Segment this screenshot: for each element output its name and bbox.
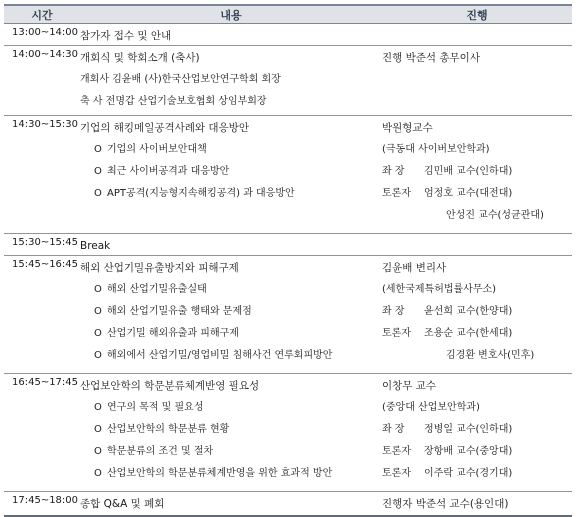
agenda-item-text: 기업의 사이버보안대책 xyxy=(107,144,207,155)
session-title: Break xyxy=(80,240,111,252)
session-content xyxy=(80,234,382,256)
header-time: 시간 xyxy=(4,5,80,24)
agenda-item xyxy=(80,347,382,369)
agenda-item xyxy=(80,303,382,325)
person-name: 박원형교수 xyxy=(382,122,433,134)
role-label: 토론자 xyxy=(382,468,411,479)
agenda-item-text: 해외 산업기밀유출실태 xyxy=(107,284,207,295)
panel-member xyxy=(382,465,572,487)
panel-member xyxy=(382,185,572,207)
person-name: 김경환 변호사(민후) xyxy=(446,350,535,361)
session-content xyxy=(80,374,382,492)
presenter-affiliation xyxy=(382,399,572,421)
role-label: 토론자 xyxy=(382,188,411,199)
header-progress: 진행 xyxy=(382,5,572,24)
presenter xyxy=(382,119,572,141)
session-progress xyxy=(382,46,572,116)
agenda-item xyxy=(80,443,382,465)
schedule-row xyxy=(4,24,572,46)
schedule-row xyxy=(4,374,572,492)
session-progress xyxy=(382,234,572,256)
session-time: 15:30~15:45 xyxy=(4,234,80,256)
person-name: 진행 박준석 총무이사 xyxy=(382,52,480,64)
session-title: 기업의 해킹메일공격사례와 대응방안 xyxy=(80,122,249,134)
agenda-item-text: 연구의 목적 및 필요성 xyxy=(107,402,204,413)
person-name: (중앙대 산업보안학과) xyxy=(382,402,480,413)
person-name: 정병일 교수(인하대) xyxy=(424,424,513,435)
session-time: 16:45~17:45 xyxy=(4,374,80,492)
bullet-marker: O xyxy=(94,284,102,295)
session-detail: 축 사 전명갑 산업기술보호협회 상임부회장 xyxy=(80,96,267,107)
agenda-item-text: 해외 산업기밀유출 행태와 문제점 xyxy=(107,306,252,317)
agenda-item-text: 최근 사이버공격과 대응방안 xyxy=(107,166,230,177)
agenda-item xyxy=(80,421,382,443)
bullet-marker: O xyxy=(94,188,102,199)
session-content xyxy=(80,116,382,234)
schedule-table xyxy=(4,4,572,517)
agenda-item-text: 산업보안학의 학문분류체계반영을 위한 효과적 방안 xyxy=(107,468,333,479)
session-title: 종합 Q&A 및 폐회 xyxy=(80,498,165,510)
agenda-item xyxy=(80,163,382,185)
presenter-affiliation xyxy=(382,207,572,229)
person-name: (극동대 사이버보안학과) xyxy=(382,144,490,155)
schedule-row xyxy=(4,256,572,374)
presenter xyxy=(382,495,572,511)
session-progress xyxy=(382,24,572,46)
session-title: 참가자 접수 및 안내 xyxy=(80,30,172,42)
session-content xyxy=(80,256,382,374)
bullet-marker: O xyxy=(94,328,102,339)
panel-member xyxy=(382,163,572,185)
bullet-marker: O xyxy=(94,402,102,413)
person-name: (세한국제특허법률사무소) xyxy=(382,284,497,295)
person-name: 김윤배 변리사 xyxy=(382,262,447,274)
person-name: 윤선희 교수(한양대) xyxy=(424,306,513,317)
presenter-affiliation xyxy=(382,141,572,163)
agenda-item xyxy=(80,185,382,207)
role-label: 좌 장 xyxy=(382,306,405,317)
role-label: 좌 장 xyxy=(382,424,405,435)
schedule-row xyxy=(4,234,572,256)
role-label: 토론자 xyxy=(382,328,411,339)
agenda-item xyxy=(80,399,382,421)
session-time: 13:00~14:00 xyxy=(4,24,80,46)
presenter xyxy=(382,49,572,65)
bullet-marker: O xyxy=(94,424,102,435)
person-name: 조용순 교수(한세대) xyxy=(424,328,513,339)
schedule-row xyxy=(4,46,572,116)
schedule-row xyxy=(4,492,572,517)
person-name: 안성진 교수(성균관대) xyxy=(446,210,544,221)
agenda-item-text: 산업보안학의 학문분류 현황 xyxy=(107,424,230,435)
presenter-affiliation xyxy=(382,347,572,369)
presenter xyxy=(382,259,572,281)
session-detail: 개회사 김윤배 (사)한국산업보안연구학회 회장 xyxy=(80,74,281,85)
agenda-item xyxy=(80,281,382,303)
panel-member xyxy=(382,443,572,465)
panel-member xyxy=(382,421,572,443)
agenda-item-text: APT공격(지능형지속해킹공격) 과 대응방안 xyxy=(107,188,295,199)
bullet-marker: O xyxy=(94,350,102,361)
role-label: 좌 장 xyxy=(382,166,405,177)
presenter-affiliation xyxy=(382,281,572,303)
bullet-marker: O xyxy=(94,144,102,155)
bullet-marker: O xyxy=(94,166,102,177)
session-content xyxy=(80,46,382,116)
session-progress xyxy=(382,256,572,374)
person-name: 진행자 박준석 교수(용인대) xyxy=(382,498,509,510)
panel-member xyxy=(382,325,572,347)
session-time: 17:45~18:00 xyxy=(4,492,80,517)
agenda-item-text: 학문분류의 조건 및 절차 xyxy=(107,446,214,457)
person-name: 엄정호 교수(대전대) xyxy=(424,188,513,199)
panel-member xyxy=(382,303,572,325)
bullet-marker: O xyxy=(94,468,102,479)
agenda-item-text: 해외에서 산업기밀/영업비밀 침해사건 연루회피방안 xyxy=(107,350,333,361)
session-progress xyxy=(382,492,572,517)
person-name: 김민배 교수(인하대) xyxy=(424,166,513,177)
session-content xyxy=(80,24,382,46)
session-time: 14:00~14:30 xyxy=(4,46,80,116)
header-content: 내용 xyxy=(80,5,382,24)
session-time: 15:45~16:45 xyxy=(4,256,80,374)
person-name: 이창무 교수 xyxy=(382,380,437,392)
role-label: 토론자 xyxy=(382,446,411,457)
schedule-row xyxy=(4,116,572,234)
agenda-item xyxy=(80,141,382,163)
role-label xyxy=(382,207,424,229)
agenda-item-text: 산업기밀 해외유출과 피해구제 xyxy=(107,328,239,339)
session-content xyxy=(80,492,382,517)
person-name: 이주락 교수(경기대) xyxy=(424,468,513,479)
session-title: 해외 산업기밀유출방지와 피해구제 xyxy=(80,262,239,274)
agenda-item xyxy=(80,325,382,347)
bullet-marker: O xyxy=(94,306,102,317)
session-time: 14:30~15:30 xyxy=(4,116,80,234)
agenda-item xyxy=(80,465,382,487)
session-progress xyxy=(382,374,572,492)
presenter xyxy=(382,377,572,399)
session-title: 산업보안학의 학문분류체계반영 필요성 xyxy=(80,380,260,392)
session-progress xyxy=(382,116,572,234)
header-row xyxy=(4,5,572,24)
role-label xyxy=(382,347,424,369)
person-name: 장항배 교수(중앙대) xyxy=(424,446,513,457)
bullet-marker: O xyxy=(94,446,102,457)
session-title: 개회식 및 학회소개 (축사) xyxy=(80,52,200,64)
